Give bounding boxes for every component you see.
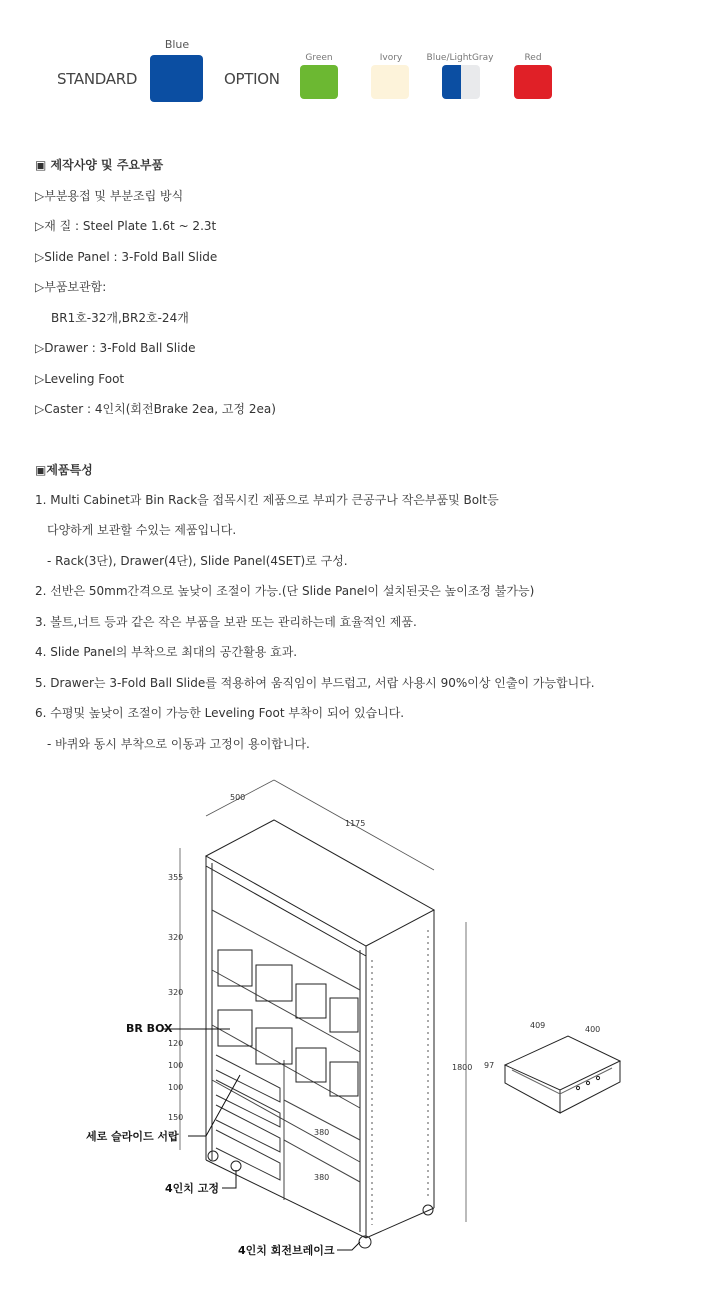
spec-line: ▷Leveling Foot bbox=[35, 372, 125, 386]
spec-line: ▷부분용접 및 부분조립 방식 bbox=[35, 189, 184, 203]
spec-line: ▷Slide Panel : 3-Fold Ball Slide bbox=[35, 250, 218, 264]
feature-line: 4. Slide Panel의 부착으로 최대의 공간활용 효과. bbox=[35, 645, 298, 659]
fixed-caster-label: 4인치 고정 bbox=[165, 1182, 219, 1195]
cabinet-shelves bbox=[212, 910, 360, 1200]
feature-line: 6. 수평및 높낮이 조절이 가능한 Leveling Foot 부착이 되어 있습니다. bbox=[35, 706, 405, 720]
casters bbox=[208, 1151, 433, 1248]
drawer3-dimension: 100 bbox=[168, 1083, 184, 1092]
spec-line: ▷부품보관함: bbox=[35, 280, 107, 294]
spec-heading: ▣ 제작사양 및 주요부품 bbox=[35, 158, 164, 172]
feature-line: 3. 볼트,너트 등과 같은 작은 부품을 보관 또는 관리하는데 효율적인 제품. bbox=[35, 615, 417, 629]
side-panel-holes bbox=[372, 930, 428, 1225]
features-heading: ▣제품특성 bbox=[35, 463, 93, 477]
option-color-name: Ivory bbox=[379, 53, 403, 63]
drawers bbox=[216, 1055, 280, 1180]
inner1-dimension: 380 bbox=[314, 1128, 330, 1137]
option-color-swatch-ivory bbox=[371, 65, 409, 99]
rack3-dimension: 320 bbox=[168, 988, 184, 997]
standard-color-swatch bbox=[150, 55, 203, 102]
bin-boxes bbox=[218, 950, 358, 1096]
inner2-dimension: 380 bbox=[314, 1173, 330, 1182]
standard-color-name: Blue bbox=[164, 38, 190, 51]
option-color-name: Blue/LightGray bbox=[426, 53, 494, 63]
spec-line: ▷재 질 : Steel Plate 1.6t ~ 2.3t bbox=[35, 219, 217, 233]
rack1-dimension: 355 bbox=[168, 873, 184, 882]
drawer-detail-depth: 409 bbox=[530, 1021, 546, 1030]
feature-line: 2. 선반은 50mm간격으로 높낮이 조절이 가능.(단 Slide Panel이 설치된곳은 높이조정 불가능) bbox=[35, 584, 535, 598]
option-label: OPTION bbox=[224, 70, 280, 88]
feature-line: 5. Drawer는 3-Fold Ball Slide를 적용하여 움직임이 부드럽고, 서랍 사용시 90%이상 인출이 가능합니다. bbox=[35, 676, 595, 690]
feature-line: 1. Multi Cabinet과 Bin Rack을 접목시킨 제품으로 부피가 큰공구나 작은부품및 Bolt등 bbox=[35, 493, 499, 507]
standard-label: STANDARD bbox=[57, 70, 138, 88]
drawer-label: 세로 슬라이드 서랍 bbox=[86, 1130, 179, 1143]
drawer2-dimension: 100 bbox=[168, 1061, 184, 1070]
cabinet-drawing bbox=[0, 770, 709, 1295]
spec-line: ▷Drawer : 3-Fold Ball Slide bbox=[35, 341, 196, 355]
drawer4-dimension: 150 bbox=[168, 1113, 184, 1122]
feature-line: - 바퀴와 동시 부착으로 이동과 고정이 용이합니다. bbox=[47, 737, 310, 751]
option-color-swatch-blue-lightgray bbox=[442, 65, 480, 99]
option-color-swatch-red bbox=[514, 65, 552, 99]
height-dimension: 1800 bbox=[452, 1063, 473, 1072]
dimension-lines bbox=[180, 780, 466, 1222]
depth-dimension: 500 bbox=[230, 793, 246, 802]
feature-line: - Rack(3단), Drawer(4단), Slide Panel(4SET)로 구성. bbox=[47, 554, 348, 568]
drawer-detail-width: 400 bbox=[585, 1025, 601, 1034]
drawer1-dimension: 120 bbox=[168, 1039, 184, 1048]
spec-line: ▷Caster : 4인치(회전Brake 2ea, 고정 2ea) bbox=[35, 402, 276, 416]
br-box-label: BR BOX bbox=[126, 1022, 173, 1035]
option-color-name: Green bbox=[305, 53, 333, 63]
width-dimension: 1175 bbox=[345, 819, 366, 828]
drawer-detail bbox=[505, 1036, 620, 1113]
option-color-name: Red bbox=[524, 53, 542, 63]
option-color-swatch-green bbox=[300, 65, 338, 99]
color-options bbox=[0, 0, 709, 120]
feature-line: 다양하게 보관할 수있는 제품입니다. bbox=[47, 523, 237, 537]
drawer-detail-height: 97 bbox=[484, 1061, 495, 1070]
spec-line: BR1호-32개,BR2호-24개 bbox=[51, 311, 189, 325]
brake-caster-label: 4인치 회전브레이크 bbox=[238, 1244, 335, 1257]
rack2-dimension: 320 bbox=[168, 933, 184, 942]
